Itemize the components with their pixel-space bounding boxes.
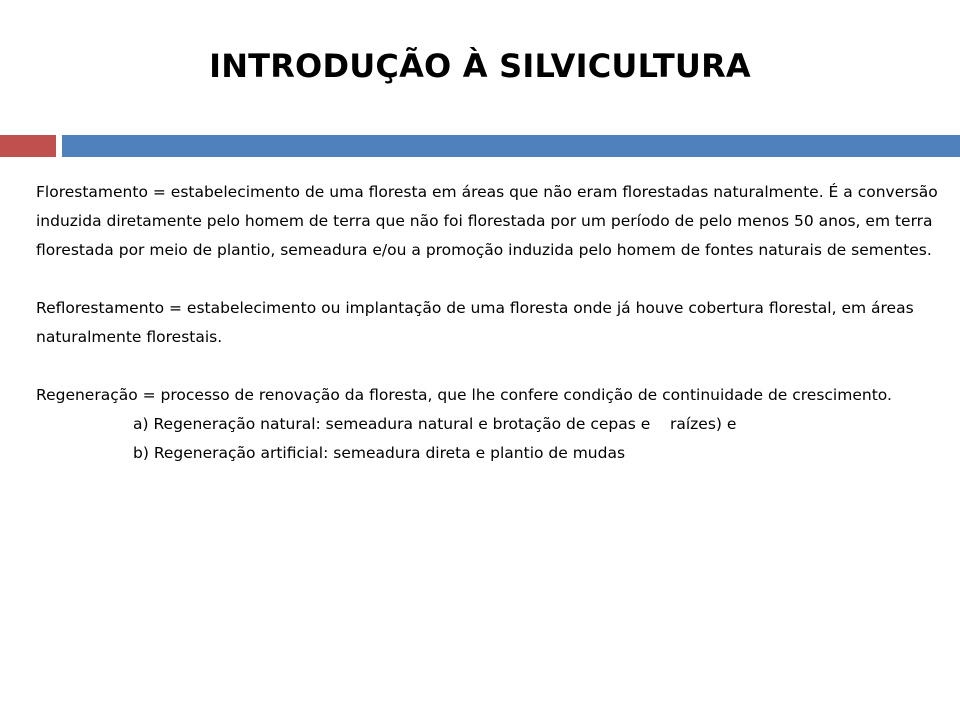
accent-bar-blue <box>62 135 960 157</box>
paragraph-reflorestamento: Reflorestamento = estabelecimento ou implantação de uma floresta onde já houve cobertura florestal, em áreas naturalmente florestais. <box>36 299 914 346</box>
paragraph-regeneracao: Regeneração = processo de renovação da floresta, que lhe confere condição de continuidade de crescimento. <box>36 386 892 404</box>
slide-body <box>36 178 946 468</box>
paragraph-spacer <box>36 265 946 294</box>
paragraph-florestamento: Florestamento = estabelecimento de uma floresta em áreas que não eram florestadas naturalmente. É a conversão induzida diretamente pelo homem de terra que não foi florestada por um período de pelo menos 50 anos, em terra florestada por meio de plantio, semeadura e/ou a promoção induzida pelo homem de fontes naturais de sementes. <box>36 183 938 259</box>
accent-bar-red <box>0 135 56 157</box>
slide-title: INTRODUÇÃO À SILVICULTURA <box>209 47 751 85</box>
list-item-regeneracao-natural: a) Regeneração natural: semeadura natural e brotação de cepas e raízes) e <box>133 415 737 433</box>
list-item-regeneracao-artificial: b) Regeneração artificial: semeadura direta e plantio de mudas <box>133 444 626 462</box>
paragraph-spacer <box>36 352 946 381</box>
